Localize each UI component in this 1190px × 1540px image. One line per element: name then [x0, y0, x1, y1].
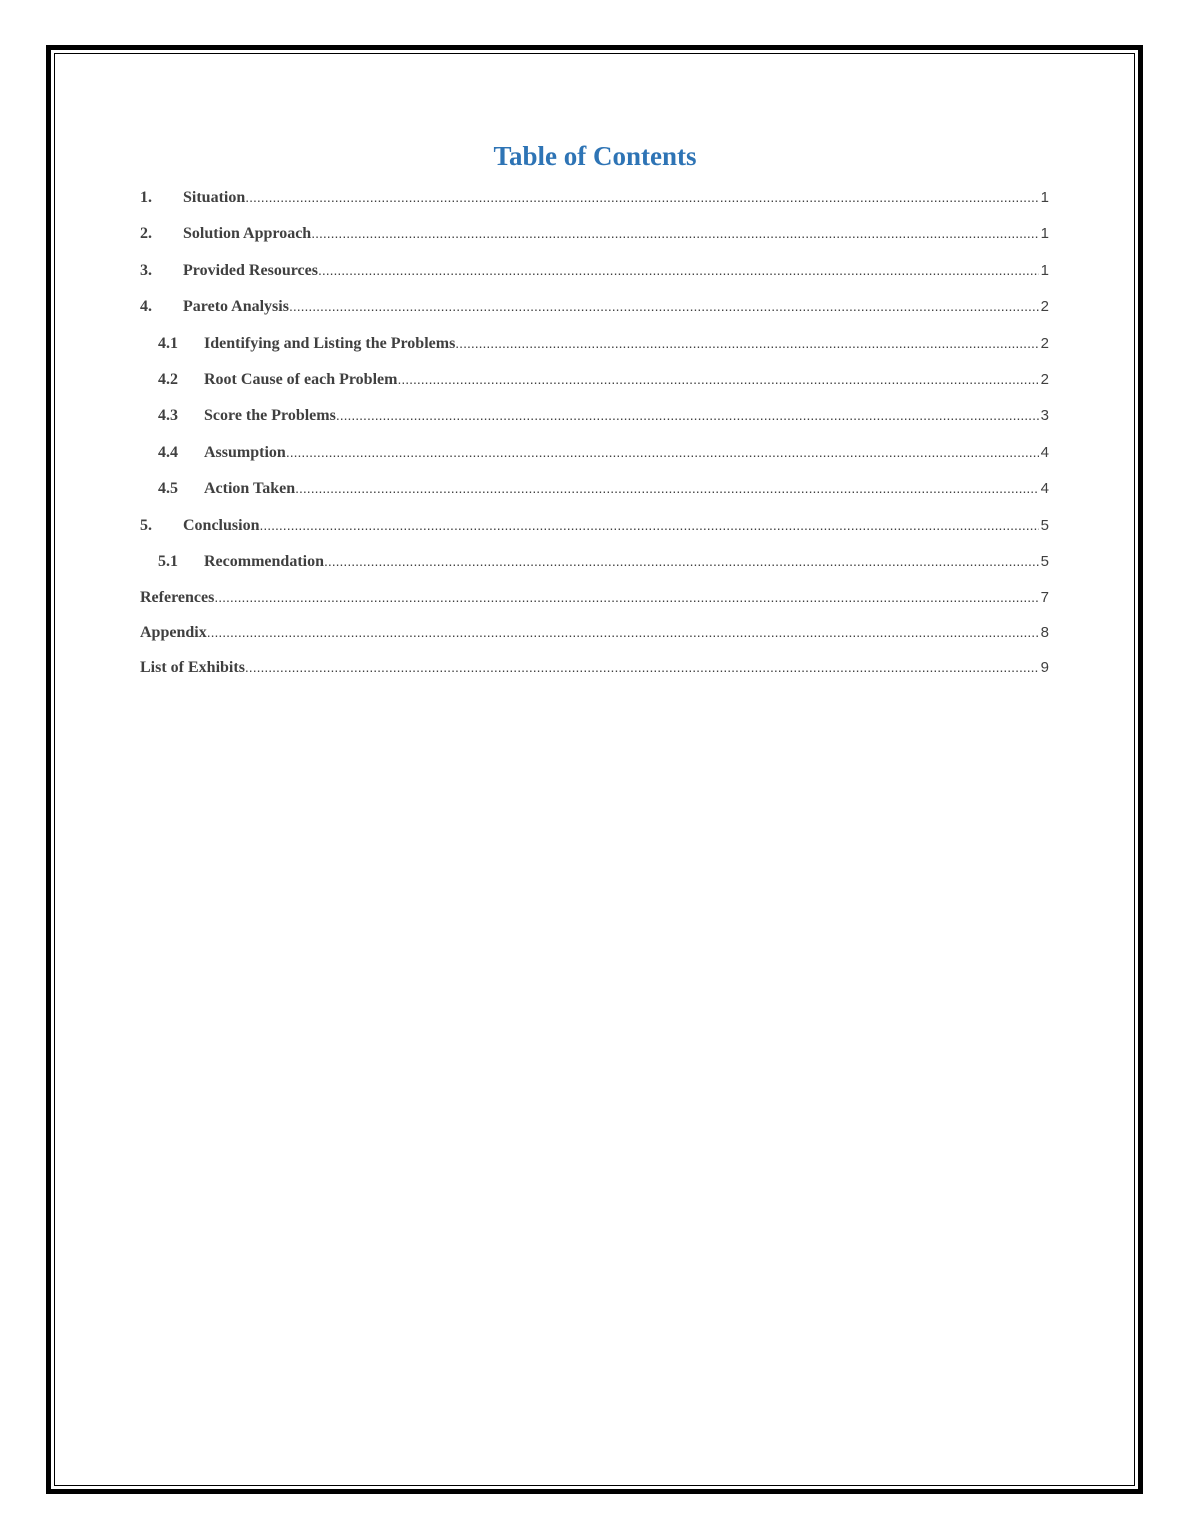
- toc-entry-label: Provided Resources: [183, 261, 318, 279]
- toc-entry-situation[interactable]: [140, 186, 1049, 222]
- toc-entry-action-taken[interactable]: [140, 477, 1049, 513]
- toc-entry-number: 1.: [140, 189, 152, 206]
- toc-entry-page: 2: [1040, 370, 1049, 388]
- toc-entry-number: 5.: [140, 516, 152, 534]
- dot-leader: [289, 295, 1039, 317]
- dot-leader: [259, 514, 1038, 536]
- toc-entry-label: Score the Problems: [204, 407, 336, 425]
- toc-entry-label: Solution Approach: [183, 225, 312, 243]
- toc-title: Table of Contents: [493, 141, 697, 171]
- toc-entry-page: 1: [1040, 261, 1049, 279]
- dot-leader: [207, 621, 1039, 643]
- toc-entry-references[interactable]: [140, 586, 1049, 621]
- toc-entry-appendix[interactable]: [140, 621, 1049, 656]
- toc-entry-label: List of Exhibits: [140, 659, 245, 677]
- dot-leader: [286, 441, 1039, 463]
- dot-leader: [336, 404, 1039, 426]
- toc-entry-page: 5: [1040, 552, 1049, 570]
- toc-entry-identifying-problems[interactable]: [140, 332, 1049, 368]
- toc-entry-page: 1: [1040, 225, 1049, 243]
- toc-entry-number: 4.4: [158, 443, 178, 461]
- toc-entry-label: Appendix: [140, 624, 207, 642]
- toc-entry-label: References: [140, 589, 215, 607]
- toc-entry-label: Pareto Analysis: [183, 298, 289, 316]
- toc-entry-provided-resources[interactable]: [140, 259, 1049, 295]
- toc-entry-root-cause[interactable]: [140, 368, 1049, 404]
- dot-leader: [455, 332, 1038, 354]
- toc-entry-recommendation[interactable]: [140, 550, 1049, 586]
- dot-leader: [397, 368, 1038, 390]
- toc-entry-page: 2: [1040, 334, 1049, 352]
- toc-entry-conclusion[interactable]: [140, 514, 1049, 550]
- dot-leader: [214, 586, 1038, 608]
- toc-entry-solution-approach[interactable]: [140, 222, 1049, 258]
- toc-entry-number: 4.5: [158, 480, 178, 498]
- dot-leader: [245, 186, 1038, 208]
- toc-entry-number: 4.2: [158, 370, 178, 388]
- toc-entry-number: 3.: [140, 261, 152, 279]
- toc-entry-pareto-analysis[interactable]: [140, 295, 1049, 331]
- toc-entry-page: 2: [1040, 298, 1049, 316]
- toc-entry-page: 3: [1040, 407, 1049, 425]
- toc-entry-label: Conclusion: [183, 516, 260, 534]
- dot-leader: [324, 550, 1039, 572]
- toc-entry-label: Assumption: [204, 443, 286, 461]
- toc-entry-number: 4.1: [158, 334, 178, 352]
- toc-entry-label: Identifying and Listing the Problems: [204, 334, 456, 352]
- dot-leader: [295, 477, 1039, 499]
- toc-entry-page: 4: [1040, 443, 1049, 461]
- toc-entry-page: 4: [1040, 480, 1049, 498]
- toc-entry-page: 1: [1040, 189, 1049, 206]
- toc-entry-page: 8: [1040, 624, 1049, 642]
- dot-leader: [318, 259, 1039, 281]
- toc-entry-number: 4.3: [158, 407, 178, 425]
- toc-list: [140, 186, 1049, 691]
- toc-entry-score-problems[interactable]: [140, 404, 1049, 440]
- toc-entry-label: Action Taken: [204, 480, 296, 498]
- toc-entry-page: 5: [1040, 516, 1049, 534]
- toc-entry-list-of-exhibits[interactable]: [140, 656, 1049, 691]
- dot-leader: [311, 222, 1038, 244]
- toc-entry-page: 7: [1040, 589, 1049, 607]
- toc-entry-number: 2.: [140, 225, 152, 243]
- toc-entry-number: 4.: [140, 298, 152, 316]
- toc-entry-assumption[interactable]: [140, 441, 1049, 477]
- toc-entry-label: Root Cause of each Problem: [204, 370, 398, 388]
- toc-entry-page: 9: [1040, 659, 1049, 677]
- toc-entry-label: Situation: [183, 189, 246, 206]
- dot-leader: [245, 656, 1039, 678]
- toc-entry-number: 5.1: [158, 552, 178, 570]
- toc-entry-label: Recommendation: [204, 552, 324, 570]
